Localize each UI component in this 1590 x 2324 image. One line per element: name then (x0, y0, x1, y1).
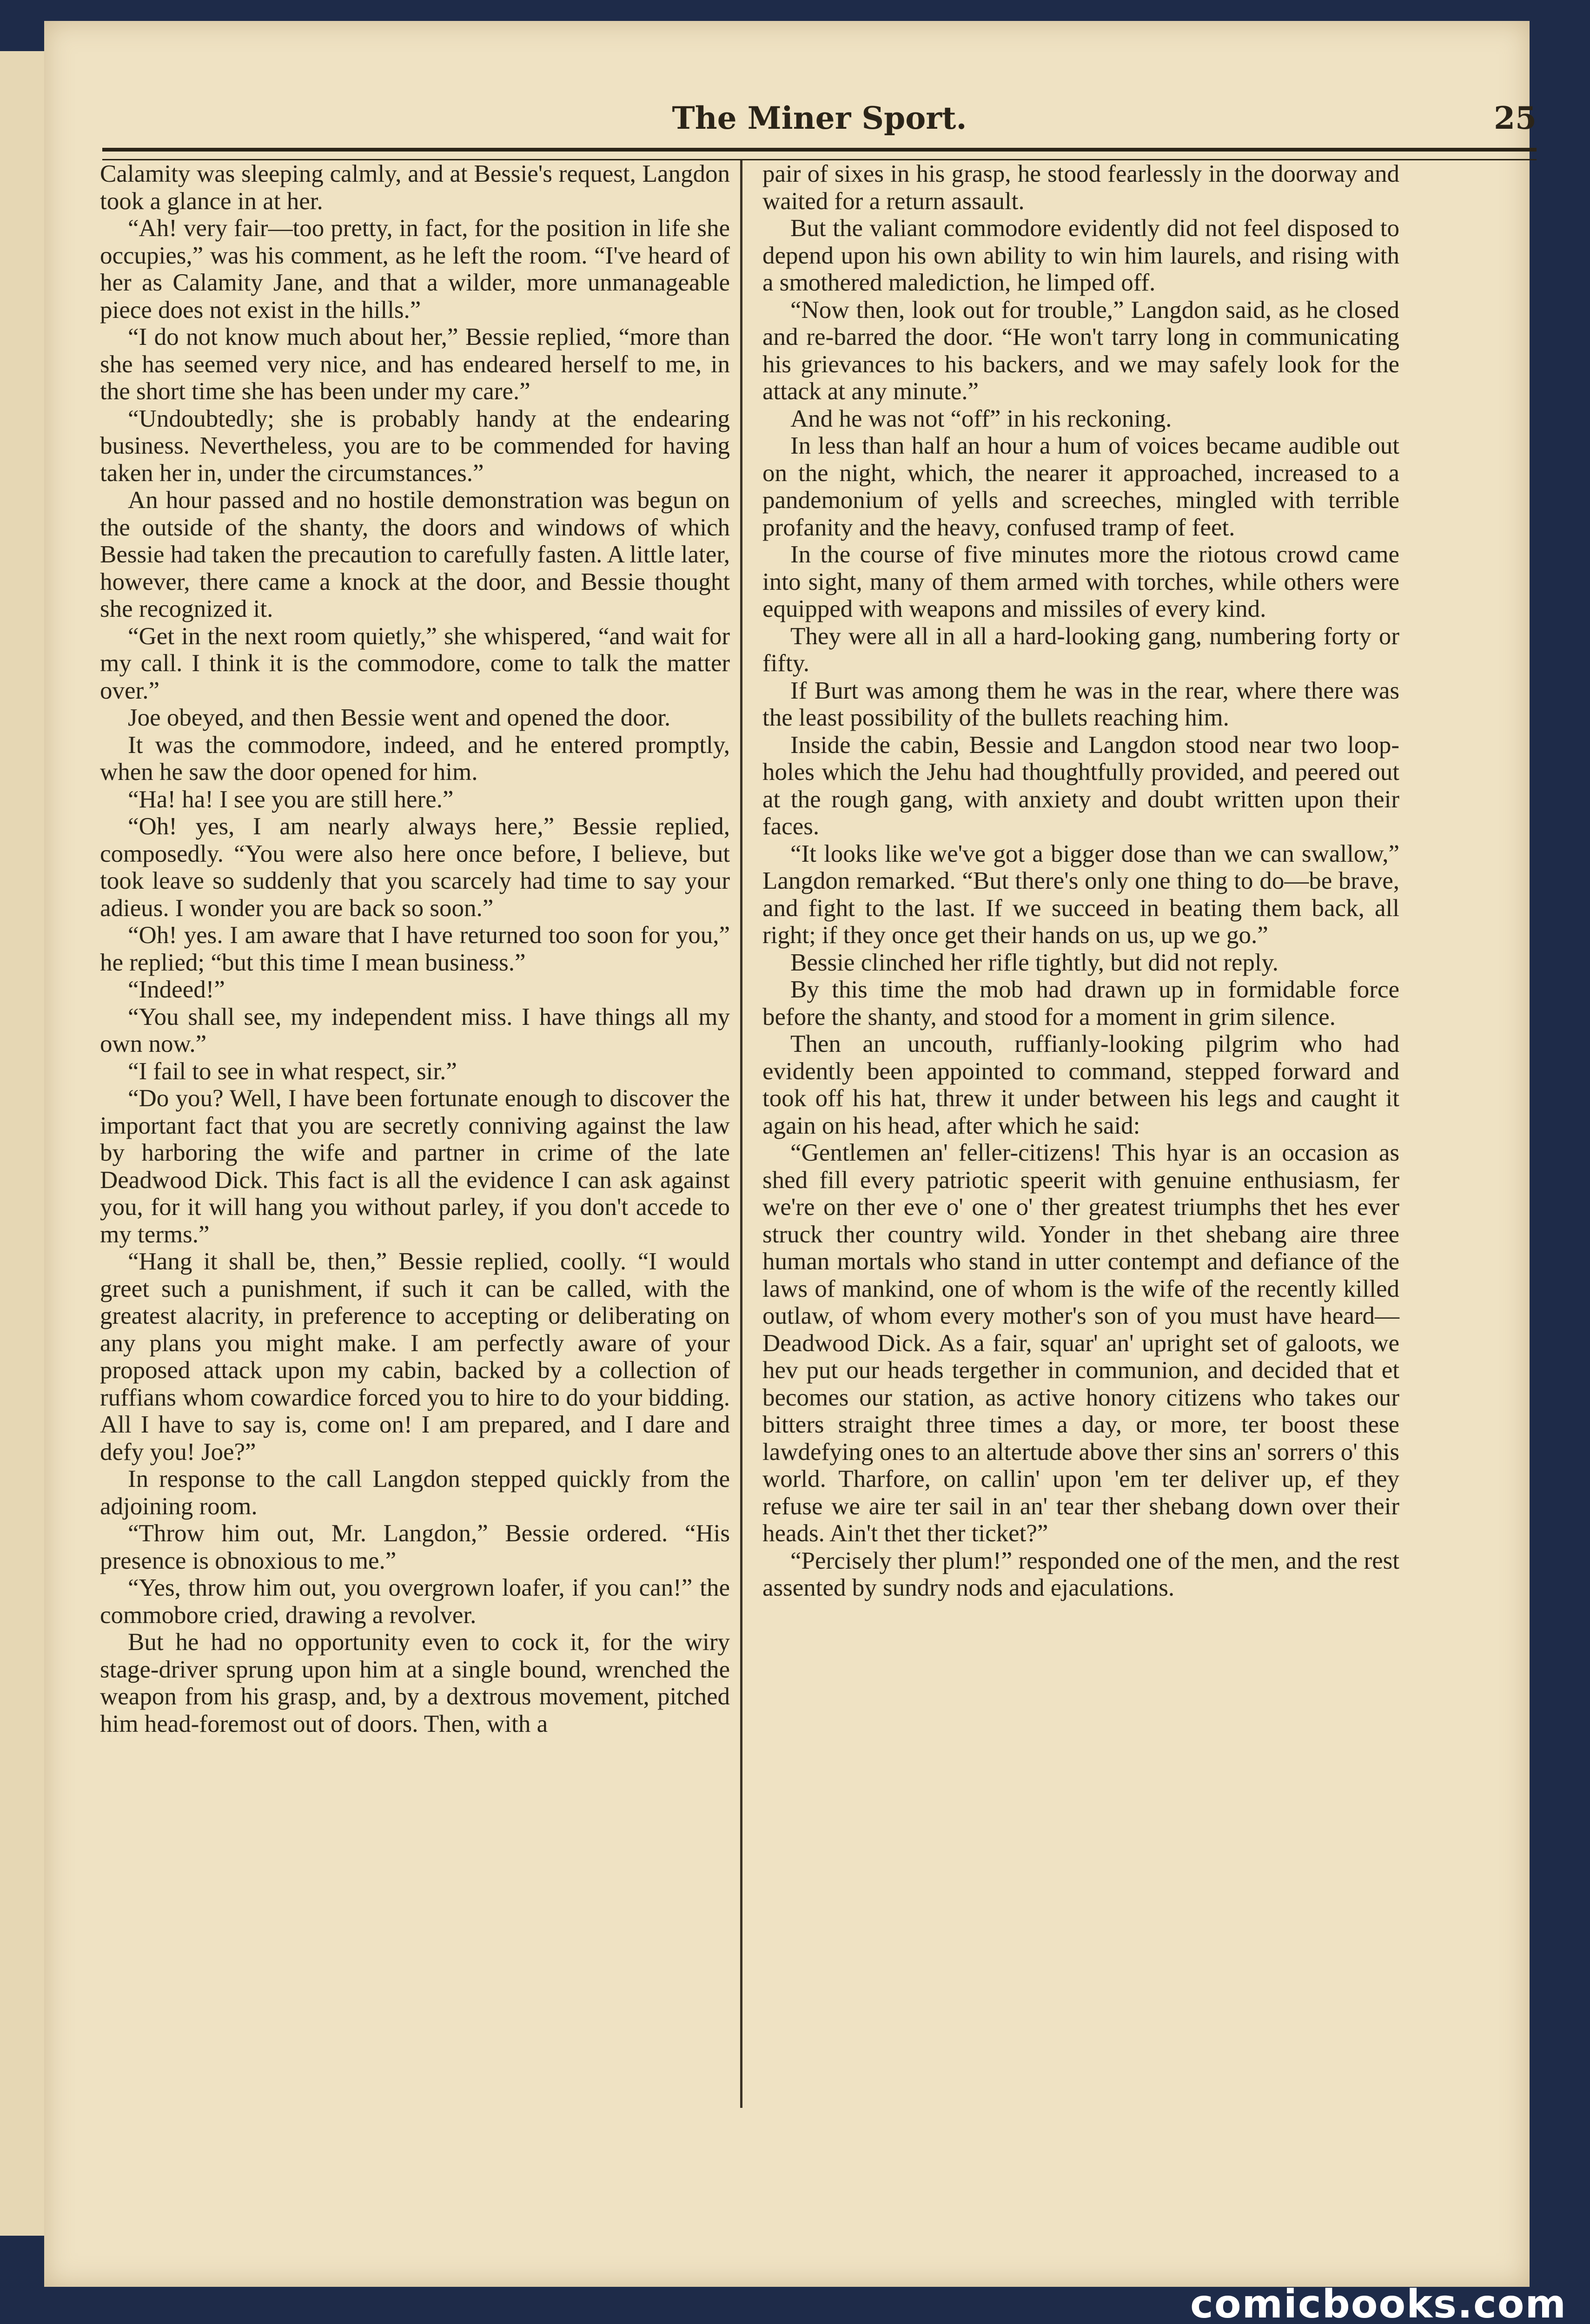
paragraph: “Indeed!” (128, 976, 225, 1003)
paragraph: “Undoubtedly; she is probably handy at the endearing business. Nevertheless, you are to be commended for having taken her in, under the circumstances.” (100, 405, 730, 487)
paragraph: “It looks like we've got a bigger dose than we can swallow,” Langdon remarked. “But there's only one thing to do—be brave, and fight to the last. If we succeed in beating them back, all right; if they once get their hands on us, up we go.” (762, 840, 1399, 949)
paragraph: “Get in the next room quietly,” she whispered, “and wait for my call. I think it is the commodore, come to talk the matter over.” (100, 622, 730, 704)
paragraph: An hour passed and no hostile demonstration was begun on the outside of the shanty, the doors and windows of which Bessie had taken the precaution to carefully fasten. A little later, however, there came a knock at the door, and Bessie thought she recognized it. (100, 487, 730, 622)
previous-page-edge (0, 51, 47, 2236)
paragraph: By this time the mob had drawn up in formidable force before the shanty, and stood for a moment in grim silence. (762, 976, 1399, 1030)
paragraph: “Throw him out, Mr. Langdon,” Bessie ordered. “His presence is obnoxious to me.” (100, 1520, 730, 1574)
paragraph: “Yes, throw him out, you overgrown loafer, if you can!” the commobore cried, drawing a revolver. (100, 1574, 730, 1629)
header-rule (102, 148, 1537, 160)
right-column (762, 160, 1399, 1602)
page-number: 25 (1494, 100, 1537, 136)
page-header (102, 91, 1537, 142)
paragraph: “I fail to see in what respect, sir.” (128, 1057, 457, 1085)
paragraph: “Ah! very fair—too pretty, in fact, for the position in life she occupies,” was his comment, as he left the room. “I've heard of her as Calamity Jane, and that a wilder, more unmanageable piece does not exist in the hills.” (100, 215, 730, 324)
paragraph: “Oh! yes, I am nearly always here,” Bessie replied, composedly. “You were also here once before, I believe, but took leave so suddenly that you scarcely had time to say your adieus. I wonder you are back so soon.” (100, 813, 730, 922)
paragraph: “You shall see, my independent miss. I have things all my own now.” (100, 1003, 730, 1057)
paragraph: “Hang it shall be, then,” Bessie replied, coolly. “I would greet such a punishment, if such it can be called, with the greatest alacrity, in preference to accepting or deliberating on any plans you might make. I am perfectly aware of your proposed attack upon my cabin, backed by a collection of ruffians whom cowardice forced you to hire to do your bidding. All I have to say is, come on! I am prepared, and I dare and defy you! Joe?” (100, 1248, 730, 1466)
paragraph: But he had no opportunity even to cock it, for the wiry stage-driver sprung upon him at a single bound, wrenched the weapon from his grasp, and, by a dextrous movement, pitched him head-foremost out of doors. Then, with a (100, 1629, 730, 1737)
running-title: The Miner Sport. (672, 100, 967, 136)
paragraph: pair of sixes in his grasp, he stood fearlessly in the doorway and waited for a return assault. (762, 160, 1399, 215)
paragraph: Joe obeyed, and then Bessie went and opened the door. (128, 704, 671, 731)
paragraph: In the course of five minutes more the riotous crowd came into sight, many of them armed with torches, while others were equipped with weapons and missiles of every kind. (762, 541, 1399, 622)
paragraph: In less than half an hour a hum of voices became audible out on the night, which, the nearer it approached, increased to a pandemonium of yells and screeches, mingled with terrible profanity and the heavy, confused tramp of feet. (762, 432, 1399, 541)
paragraph: “I do not know much about her,” Bessie replied, “more than she has seemed very nice, and has endeared herself to me, in the short time she has been under my care.” (100, 324, 730, 405)
site-watermark: comicbooks.com (1190, 2281, 1567, 2324)
paragraph: Calamity was sleeping calmly, and at Bessie's request, Langdon took a glance in at her. (100, 160, 730, 215)
paragraph: “Do you? Well, I have been fortunate enough to discover the important fact that you are secretly conniving against the law by harboring the wife and partner in crime of the late Deadwood Dick. This fact is all the evidence I can ask against you, for it will hang you without parley, if you don't accede to my terms.” (100, 1085, 730, 1248)
paragraph: In response to the call Langdon stepped quickly from the adjoining room. (100, 1466, 730, 1520)
paragraph: “Ha! ha! I see you are still here.” (128, 786, 454, 813)
paragraph: Then an uncouth, ruffianly-looking pilgrim who had evidently been appointed to command, stepped forward and took off his hat, threw it under between his legs and caught it again on his head, after which he said: (762, 1030, 1399, 1139)
left-column (100, 160, 730, 1737)
paragraph: Bessie clinched her rifle tightly, but did not reply. (790, 949, 1279, 976)
paragraph: They were all in all a hard-looking gang, numbering forty or fifty. (762, 622, 1399, 677)
paragraph: But the valiant commodore evidently did not feel disposed to depend upon his own ability to win him laurels, and rising with a smothered malediction, he limped off. (762, 215, 1399, 296)
paragraph: And he was not “off” in his reckoning. (790, 405, 1172, 432)
paragraph: “Gentlemen an' feller-citizens! This hyar is an occasion as shed fill every patriotic speerit with genuine enthusiasm, fer we're on ther eve o' one o' ther greatest triumphs thet hes ever struck ther country wild. Yonder in thet shebang aire three human mortals who stand in utter contempt and defiance of the laws of mankind, one of whom is the wife of the recently killed outlaw, of whom every mother's son of you must have heard—Deadwood Dick. As a fair, squar' an' upright set of galoots, we hev put our heads tergether in communion, and decided that et becomes our station, as active honory citizens who takes our bitters straight three times a day, or more, ter boost these lawdefying ones to an altertude above ther sins an' sorrers o' this world. Tharfore, on callin' upon 'em ter deliver up, ef they refuse we aire ter sail in an' tear ther shebang down over their heads. Ain't thet ther ticket?” (762, 1139, 1399, 1547)
paragraph: Inside the cabin, Bessie and Langdon stood near two loop-holes which the Jehu had thoughtfully provided, and peered out at the rough gang, with anxiety and doubt written upon their faces. (762, 731, 1399, 840)
paragraph: It was the commodore, indeed, and he entered promptly, when he saw the door opened for him. (100, 731, 730, 786)
paragraph: If Burt was among them he was in the rear, where there was the least possibility of the bullets reaching him. (762, 677, 1399, 731)
paragraph: “Percisely ther plum!” responded one of the men, and the rest assented by sundry nods and ejaculations. (762, 1547, 1399, 1601)
paragraph: “Oh! yes. I am aware that I have returned too soon for you,” he replied; “but this time I mean business.” (100, 922, 730, 976)
column-divider (740, 160, 742, 2108)
paragraph: “Now then, look out for trouble,” Langdon said, as he closed and re-barred the door. “He won't tarry long in communicating his grievances to his backers, and we may safely look for the attack at any minute.” (762, 296, 1399, 405)
